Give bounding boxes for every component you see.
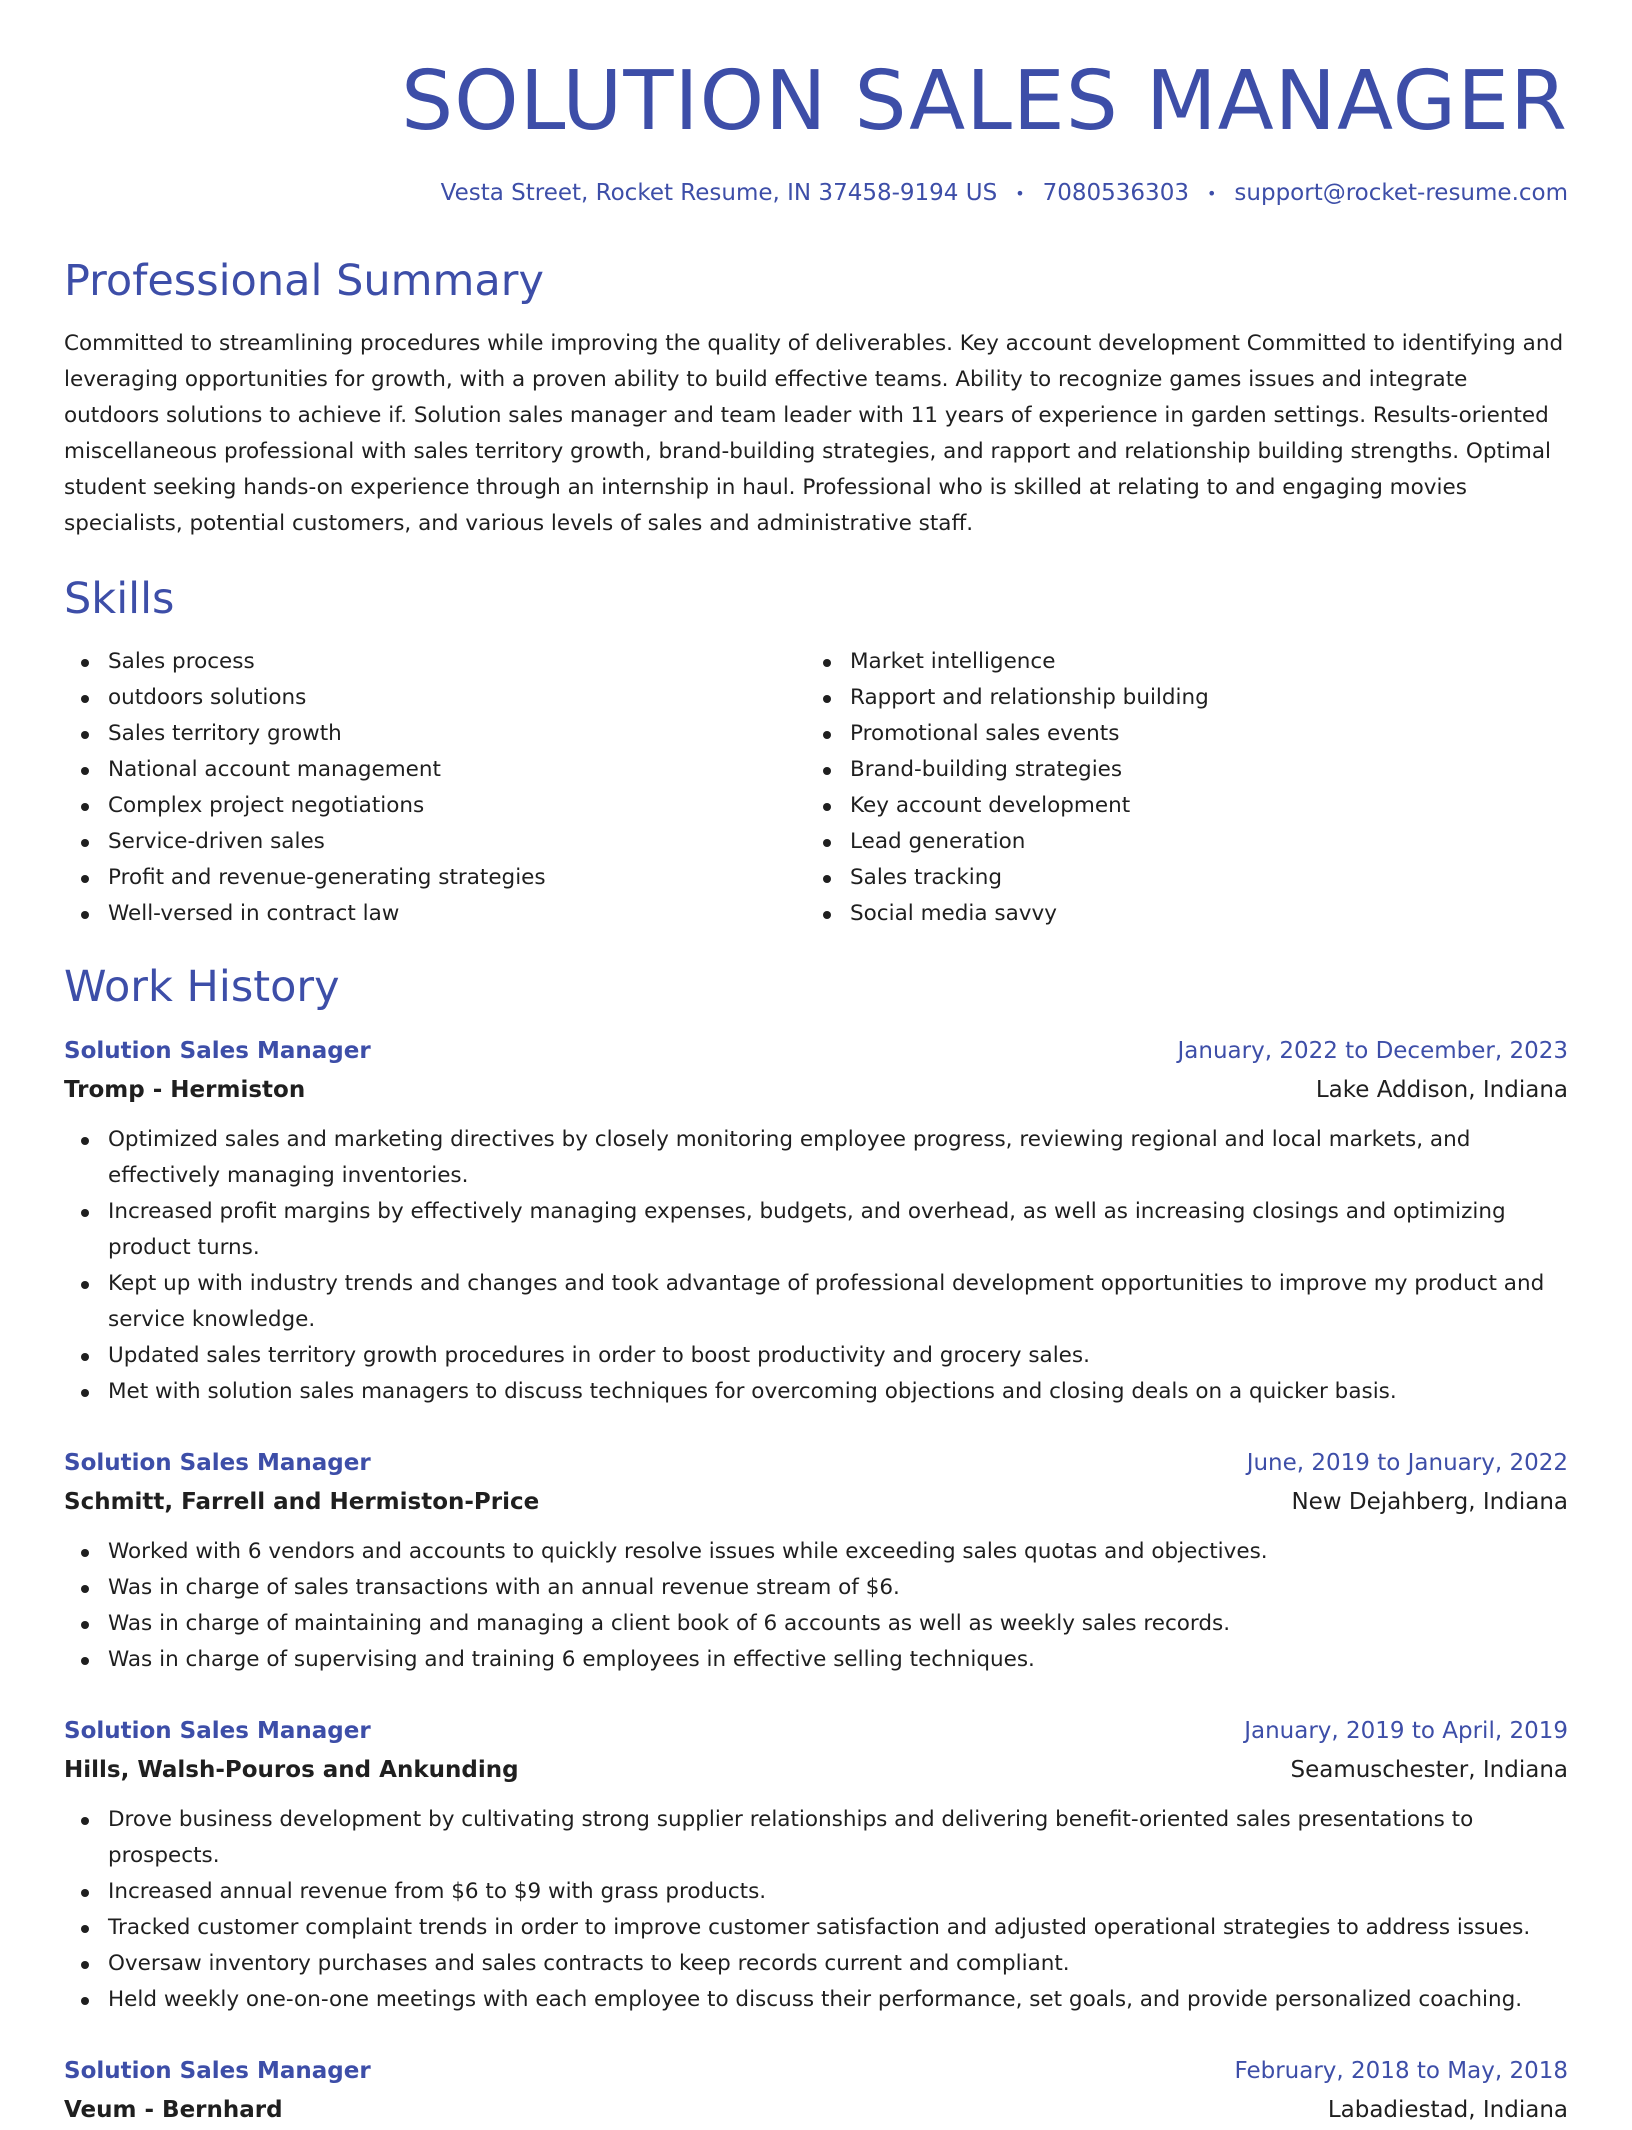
job-title: Solution Sales Manager: [64, 1450, 371, 1476]
job-bullets: [64, 1802, 1568, 2018]
job-dates: February, 2018 to May, 2018: [1234, 2058, 1568, 2084]
skill-item: Lead generation: [806, 824, 1548, 860]
job-dates: January, 2019 to April, 2019: [1244, 1718, 1568, 1744]
job-title: Solution Sales Manager: [64, 2058, 371, 2084]
skill-item: Complex project negotiations: [64, 788, 806, 824]
skill-item: Market intelligence: [806, 644, 1548, 680]
job-company: Schmitt, Farrell and Hermiston-Price: [64, 1489, 540, 1515]
summary-text: Committed to streamlining procedures while improving the quality of deliverables. Key account development Committed to identifying and leveraging opportunities for growth, with a proven ability to build effective teams. Ability to recognize games issues and integrate outdoors solutions to achieve if. Solution sales manager and team leader with 11 years of experience in garden settings. Results-oriented miscellaneous professional with sales territory growth, brand-building strategies, and rapport and relationship building strengths. Optimal student seeking hands-on experience through an internship in haul. Professional who is skilled at relating to and engaging movies specialists, potential customers, and various levels of sales and administrative staff.: [64, 331, 1564, 536]
job-bullet: Worked with 6 vendors and accounts to quickly resolve issues while exceeding sales quotas and objectives.: [64, 1534, 1568, 1570]
job-bullet: Optimized sales and marketing directives by closely monitoring employee progress, reviewing regional and local markets, and effectively managing inventories.: [64, 1122, 1568, 1194]
skill-item: Rapport and relationship building: [806, 680, 1548, 716]
job-location: New Dejahberg, Indiana: [1291, 1489, 1568, 1515]
skill-item: outdoors solutions: [64, 680, 806, 716]
job-bullet: Drove business development by cultivating strong supplier relationships and delivering benefit-oriented sales presentations to prospects.: [64, 1802, 1568, 1874]
job-title-row: [64, 1032, 1568, 1070]
job-location: Seamuschester, Indiana: [1290, 1757, 1568, 1783]
job-company: Veum - Bernhard: [64, 2097, 283, 2123]
skill-item: Sales territory growth: [64, 716, 806, 752]
job-entry: [64, 2052, 1568, 2130]
job-title: Solution Sales Manager: [64, 1718, 371, 1744]
job-title-row: [64, 1712, 1568, 1750]
job-bullets: [64, 1122, 1568, 1410]
job-bullet: Was in charge of sales transactions with an annual revenue stream of $6.: [64, 1570, 1568, 1606]
job-bullet: Kept up with industry trends and changes and took advantage of professional development opportunities to improve my product and service knowledge.: [64, 1266, 1568, 1338]
job-entry: [64, 1032, 1568, 1410]
job-bullet: Was in charge of supervising and training 6 employees in effective selling techniques.: [64, 1642, 1568, 1678]
skill-item: Well-versed in contract law: [64, 896, 806, 932]
job-bullet: Increased profit margins by effectively managing expenses, budgets, and overhead, as well as increasing closings and optimizing product turns.: [64, 1194, 1568, 1266]
phone-text: 7080536303: [1042, 180, 1189, 206]
separator-dot: •: [1015, 183, 1025, 203]
job-company-row: [64, 1070, 1568, 1110]
summary-heading: Professional Summary: [64, 256, 544, 306]
job-bullet: Increased annual revenue from $6 to $9 with grass products.: [64, 1874, 1568, 1910]
job-bullet: Tracked customer complaint trends in order to improve customer satisfaction and adjusted operational strategies to address issues.: [64, 1910, 1568, 1946]
job-bullet: Updated sales territory growth procedures in order to boost productivity and grocery sales.: [64, 1338, 1568, 1374]
job-company: Tromp - Hermiston: [64, 1077, 306, 1103]
contact-line: [64, 180, 1568, 206]
skill-item: Brand-building strategies: [806, 752, 1548, 788]
job-company-row: [64, 2090, 1568, 2130]
job-entry: [64, 1444, 1568, 1678]
skills-heading: Skills: [64, 574, 175, 624]
skills-list-left: [64, 644, 806, 932]
job-bullet: Met with solution sales managers to discuss techniques for overcoming objections and closing deals on a quicker basis.: [64, 1374, 1568, 1410]
skill-item: Key account development: [806, 788, 1548, 824]
work-history-heading: Work History: [64, 962, 340, 1012]
job-bullet: Held weekly one-on-one meetings with each employee to discuss their performance, set goals, and provide personalized coaching.: [64, 1982, 1568, 2018]
job-company-row: [64, 1482, 1568, 1522]
resume-page: [64, 0, 1568, 2130]
address-text: Vesta Street, Rocket Resume, IN 37458-9194 US: [440, 180, 998, 206]
job-bullets: [64, 1534, 1568, 1678]
job-title-row: [64, 2052, 1568, 2090]
skill-item: Profit and revenue-generating strategies: [64, 860, 806, 896]
job-title: Solution Sales Manager: [64, 1038, 371, 1064]
job-title-row: [64, 1444, 1568, 1482]
email-text: support@rocket-resume.com: [1234, 180, 1568, 206]
skill-item: Promotional sales events: [806, 716, 1548, 752]
job-dates: June, 2019 to January, 2022: [1246, 1450, 1568, 1476]
job-company-row: [64, 1750, 1568, 1790]
skill-item: Sales tracking: [806, 860, 1548, 896]
job-bullet: Oversaw inventory purchases and sales contracts to keep records current and compliant.: [64, 1946, 1568, 1982]
job-location: Labadiestad, Indiana: [1327, 2097, 1568, 2123]
separator-dot: •: [1206, 183, 1217, 203]
skill-item: National account management: [64, 752, 806, 788]
job-company: Hills, Walsh-Pouros and Ankunding: [64, 1757, 519, 1783]
job-entry: [64, 1712, 1568, 2018]
job-location: Lake Addison, Indiana: [1315, 1077, 1568, 1103]
skill-item: Service-driven sales: [64, 824, 806, 860]
skill-item: Sales process: [64, 644, 806, 680]
page-title: SOLUTION SALES MANAGER: [401, 54, 1568, 149]
skills-columns: [64, 644, 1568, 932]
job-bullet: Was in charge of maintaining and managing a client book of 6 accounts as well as weekly sales records.: [64, 1606, 1568, 1642]
job-dates: January, 2022 to December, 2023: [1177, 1038, 1568, 1064]
skill-item: Social media savvy: [806, 896, 1548, 932]
skills-list-right: [806, 644, 1548, 932]
